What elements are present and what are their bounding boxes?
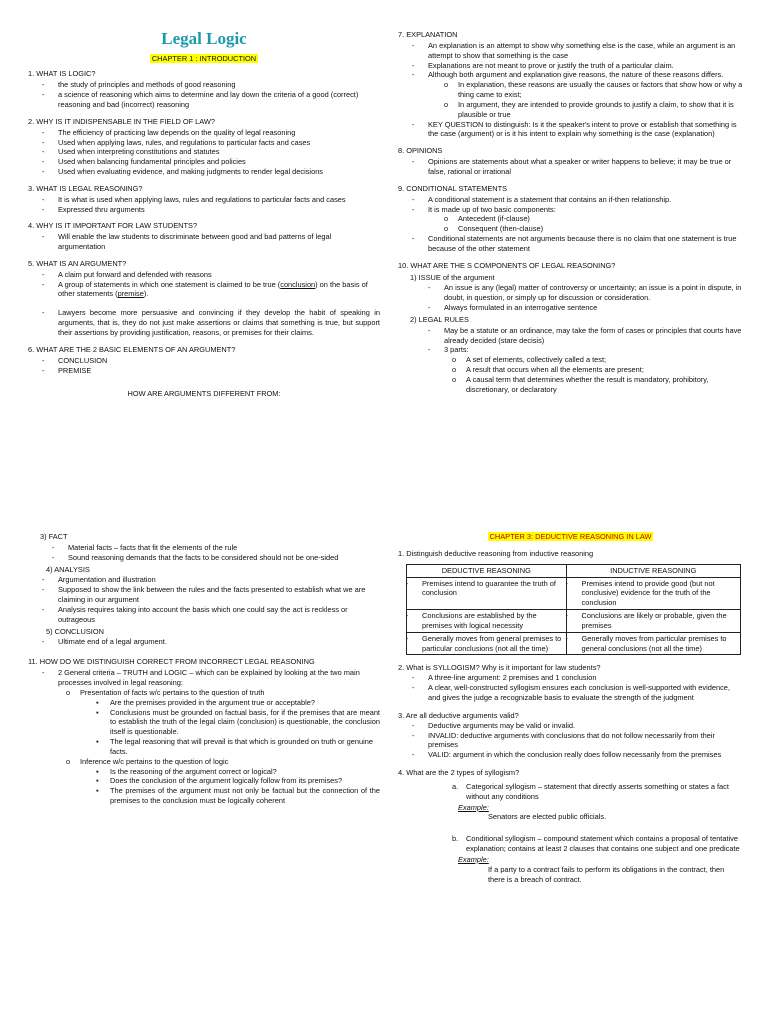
list-item: - Expressed thru arguments xyxy=(58,205,380,215)
section-heading: 6. WHAT ARE THE 2 BASIC ELEMENTS OF AN ARGUMENT? xyxy=(28,344,236,354)
list-item: - Deductive arguments may be valid or invalid. xyxy=(428,721,743,731)
list-item: - Ultimate end of a legal argument. xyxy=(58,637,380,647)
bullet-list xyxy=(28,543,380,563)
list-item: ▪ Is the reasoning of the argument correct or logical? xyxy=(110,767,380,777)
list-item: - The efficiency of practicing law depends on the quality of legal reasoning xyxy=(58,128,380,138)
table-cell: - Generally moves from particular premises to general conclusions (not all the time) xyxy=(566,632,740,655)
document-title: Legal Logic xyxy=(161,29,247,48)
list-item: ▪ The legal reasoning that will prevail is that which is grounded on truth or genuine facts. xyxy=(110,737,380,757)
question-heading: 1. Distinguish deductive reasoning from inductive reasoning xyxy=(398,548,594,558)
page-section-top-left xyxy=(28,26,380,399)
bullet-list xyxy=(28,637,380,647)
list-item: ▪ Conclusions must be grounded on factual basis, for if the premises that are meant to establish the truth of the legal claim (conclusion) is questionable, the conclusion itself is questionable. xyxy=(110,708,380,738)
list-item: - Will enable the law students to discriminate between good and bad patterns of legal argumentation xyxy=(58,232,380,252)
page-section-bottom-right xyxy=(398,530,743,884)
subsection-heading: 4) ANALYSIS xyxy=(46,564,90,574)
list-item: o Presentation of facts w/c pertains to the question of truth ▪ Are the premises provided in the argument true or acceptable? ▪ Conclusions must be grounded on factual basis, for if the premises that are meant to establish the truth of the legal claim (conclusion) is questionable, the conclusion itself is questionable. ▪ The legal reasoning that will prevail is that which is grounded on truth or genuine facts. xyxy=(80,688,380,757)
list-item: o Antecedent (if-clause) xyxy=(458,214,743,224)
bullet-list xyxy=(398,673,743,703)
bullet-list xyxy=(398,283,743,313)
bullet-list xyxy=(398,157,743,177)
example-text: Senators are elected public officials. xyxy=(488,812,607,822)
list-item: - Sound reasoning demands that the facts to be considered should not be one-sided xyxy=(68,553,380,563)
subsection-heading: 2) LEGAL RULES xyxy=(410,314,469,324)
list-item: - An issue is any (legal) matter of controversy or uncertainty; an issue is a point in dispute, in doubt, in question, or simply up for discussion or consideration. xyxy=(444,283,743,303)
bullet-list xyxy=(398,195,743,254)
subsection-heading: 3) FACT xyxy=(40,532,68,541)
list-item: - A claim put forward and defended with reasons xyxy=(58,270,380,280)
table-header: INDUCTIVE REASONING xyxy=(566,564,740,577)
question-heading: 4. What are the 2 types of syllogism? xyxy=(398,768,520,778)
table-cell: - Premises intend to provide good (but not conclusive) evidence for the truth of the conclusion xyxy=(566,577,740,610)
section-heading: 8. OPINIONS xyxy=(398,146,443,156)
section-heading: 11. HOW DO WE DISTINGUISH CORRECT FROM INCORRECT LEGAL REASONING xyxy=(28,657,315,667)
section-heading: 2. WHY IS IT INDISPENSABLE IN THE FIELD OF LAW? xyxy=(28,116,216,126)
list-item: ▪ The premises of the argument must not only be factual but the connection of the premises to the conclusion must be logically coherent xyxy=(110,786,380,806)
section-heading: 10. WHAT ARE THE S COMPONENTS OF LEGAL REASONING? xyxy=(398,260,616,270)
list-item: ▪ Are the premises provided in the argument true or acceptable? xyxy=(110,698,380,708)
table-cell: - Conclusions are established by the premises with logical necessity xyxy=(407,610,567,633)
list-item: - Opinions are statements about what a speaker or writer happens to believe; it may be true or false, rational or irrational xyxy=(428,157,743,177)
bullet-list xyxy=(28,232,380,252)
list-item: o In explanation, these reasons are usually the causes or factors that show how or why a thing came to exist; xyxy=(458,80,743,100)
sub-list xyxy=(58,688,380,806)
list-item: - A clear, well-constructed syllogism ensures each conclusion is well-supported with evidence, and gives the judge a recognizable basis to evaluate the strength of the judgment xyxy=(428,683,743,703)
list-item: - KEY QUESTION to distinguish: Is it the speaker's intent to prove or establish that something is the case (argument) or is it his intent to explain why something is the case (explanation) xyxy=(428,120,743,140)
list-item: - A group of statements in which one statement is claimed to be true (conclusion) on the basis of other statements (premise). xyxy=(58,280,380,300)
sub-list xyxy=(80,767,380,806)
table-header-row xyxy=(407,564,741,577)
list-item: - A three-line argument: 2 premises and 1 conclusion xyxy=(428,673,743,683)
subsection-heading: 5) CONCLUSION xyxy=(46,626,104,636)
list-item: - Supposed to show the link between the rules and the facts presented to establish what we are claiming in our argument xyxy=(58,585,380,605)
example-text: If a party to a contract fails to perform its obligations in the contract, then there is a breach of contract. xyxy=(488,864,725,884)
bullet-list xyxy=(28,575,380,624)
subsection-heading: HOW ARE ARGUMENTS DIFFERENT FROM: xyxy=(127,389,281,399)
list-item: - 3 parts: o A set of elements, collectively called a test; o A result that occurs when all the elements are present; o A causal term that determines whether the result is mandatory, prohibitory, discretionary, or declaratory xyxy=(444,345,743,394)
list-item: - Used when applying laws, rules, and regulations to particular facts and cases xyxy=(58,138,380,148)
syllogism-type: b. Conditional syllogism – compound statement which contains a proposal of tentative explanation; contains at least 2 clauses that contains one subject and one predicate xyxy=(452,834,740,854)
list-item: o A result that occurs when all the elements are present; xyxy=(466,365,743,375)
bullet-list xyxy=(28,128,380,177)
example-label: Example: xyxy=(458,802,489,812)
bullet-list xyxy=(28,668,380,806)
list-item: - Although both argument and explanation give reasons, the nature of these reasons differs. o In explanation, these reasons are usually the causes or factors that show how or why a thing came to exist; o In argument, they are intended to provide grounds to justify a claim, to show that it is plausible or true xyxy=(428,70,743,119)
list-item: - 2 General criteria – TRUTH and LOGIC – which can be explained by looking at the two main processes involved in legal reasoning: o Presentation of facts w/c pertains to the question of truth ▪ Are the premises provided in the argument true or acceptable? ▪ Conclusions must be grounded on factual basis, for if the premises that are meant to establish the truth of the legal claim (conclusion) is questionable, the conclusion itself is questionable. ▪ The legal reasoning that will prevail is that which is grounded on truth or genuine facts. o Inference w/c pertains to the question of logic ▪ Is the reasoning of the argument correct or logical? ▪ Does the conclusion of the argument logically follow from its premises? ▪ The premises of the argument must not only be factual but the connection of the premises to the conclusion must be logically coherent xyxy=(58,668,380,806)
table-cell: - Premises intend to guarantee the truth of conclusion xyxy=(407,577,567,610)
list-item: - Used when interpreting constitutions and statutes xyxy=(58,147,380,157)
list-item: - the study of principles and methods of good reasoning xyxy=(58,80,380,90)
bullet-list xyxy=(398,721,743,760)
section-heading: 9. CONDITIONAL STATEMENTS xyxy=(398,183,508,193)
list-item: - Conditional statements are not arguments because there is no claim that one statement is true because of the other statement xyxy=(428,234,743,254)
list-item: - Used when balancing fundamental principles and policies xyxy=(58,157,380,167)
page-section-top-right xyxy=(398,26,743,395)
question-heading: 3. Are all deductive arguments valid? xyxy=(398,710,519,720)
section-heading: 4. WHY IS IT IMPORTANT FOR LAW STUDENTS? xyxy=(28,221,198,231)
section-heading: 5. WHAT IS AN ARGUMENT? xyxy=(28,258,127,268)
list-item: - CONCLUSION xyxy=(58,356,380,366)
subsection-heading: 1) ISSUE of the argument xyxy=(410,272,495,282)
syllogism-type: a. Categorical syllogism – statement that directly asserts something or states a fact without any conditions xyxy=(452,781,729,801)
chapter-heading: CHAPTER 1 : INTRODUCTION xyxy=(151,53,257,63)
page-section-bottom-left xyxy=(28,530,380,806)
list-item: - It is made up of two basic components: o Antecedent (if-clause) o Consequent (then-clause) xyxy=(428,205,743,235)
table-cell: - Generally moves from general premises to particular conclusions (not all the time) xyxy=(407,632,567,655)
list-item: - It is what is used when applying laws, rules and regulations to particular facts and cases xyxy=(58,195,380,205)
bullet-list xyxy=(398,326,743,395)
list-item: - Used when evaluating evidence, and making judgments to render legal decisions xyxy=(58,167,380,177)
sub-list xyxy=(428,214,743,234)
list-item: - Explanations are not meant to prove or justify the truth of a particular claim. xyxy=(428,61,743,71)
list-item: o A set of elements, collectively called a test; xyxy=(466,355,743,365)
list-item: - Always formulated in an interrogative sentence xyxy=(444,303,743,313)
section-heading: 3. WHAT IS LEGAL REASONING? xyxy=(28,183,143,193)
list-item: o In argument, they are intended to provide grounds to justify a claim, to show that it is plausible or true xyxy=(458,100,743,120)
table-row xyxy=(407,577,741,610)
section-heading: 1. WHAT IS LOGIC? xyxy=(28,69,96,79)
comparison-table xyxy=(406,564,741,656)
bullet-list xyxy=(28,195,380,215)
list-item: - Analysis requires taking into account the basis which one could say the act is reckless or outrageous xyxy=(58,605,380,625)
bullet-list xyxy=(398,41,743,139)
chapter-heading: CHAPTER 3: DEDUCTIVE REASONING IN LAW xyxy=(489,532,652,541)
list-item: - PREMISE xyxy=(58,366,380,376)
list-item: - a science of reasoning which aims to determine and lay down the criteria of a good (correct) reasoning and bad (incorrect) reasoning xyxy=(58,90,380,110)
bullet-list xyxy=(28,356,380,376)
table-cell: - Conclusions are likely or probable, given the premises xyxy=(566,610,740,633)
list-item: - An explanation is an attempt to show why something else is the case, while an argument is an attempt to show that something is the case xyxy=(428,41,743,61)
list-item: ▪ Does the conclusion of the argument logically follow from its premises? xyxy=(110,776,380,786)
list-item: - A conditional statement is a statement that contains an if-then relationship. xyxy=(428,195,743,205)
list-item: - VALID: argument in which the conclusion really does follow necessarily from the premises xyxy=(428,750,743,760)
table-row xyxy=(407,632,741,655)
table-row xyxy=(407,610,741,633)
list-item: o Inference w/c pertains to the question of logic ▪ Is the reasoning of the argument correct or logical? ▪ Does the conclusion of the argument logically follow from its premises? ▪ The premises of the argument must not only be factual but the connection of the premises to the conclusion must be logically coherent xyxy=(80,757,380,806)
sub-list xyxy=(444,355,743,394)
section-heading: 7. EXPLANATION xyxy=(398,30,458,39)
list-item: o Consequent (then-clause) xyxy=(458,224,743,234)
bullet-list xyxy=(28,80,380,110)
question-heading: 2. What is SYLLOGISM? Why is it important for law students? xyxy=(398,663,601,673)
list-item: - Lawyers become more persuasive and convincing if they develop the habit of speaking in arguments, that is, they do not just make assertions or claims that something is true, but support their assertions by providing justification, reasons, or premises for their claims. xyxy=(58,308,380,338)
sub-list xyxy=(80,698,380,757)
list-item: - Material facts – facts that fit the elements of the rule xyxy=(68,543,380,553)
table-header: DEDUCTIVE REASONING xyxy=(407,564,567,577)
bullet-list xyxy=(28,270,380,338)
example-label: Example: xyxy=(458,854,489,864)
list-item: - Argumentation and illustration xyxy=(58,575,380,585)
sub-list xyxy=(428,80,743,119)
list-item: - INVALID: deductive arguments with conclusions that do not follow necessarily from their premises xyxy=(428,731,743,751)
list-item: o A causal term that determines whether the result is mandatory, prohibitory, discretionary, or declaratory xyxy=(466,375,743,395)
list-item: - May be a statute or an ordinance, may take the form of cases or principles that courts have already decided (stare decisis) xyxy=(444,326,743,346)
